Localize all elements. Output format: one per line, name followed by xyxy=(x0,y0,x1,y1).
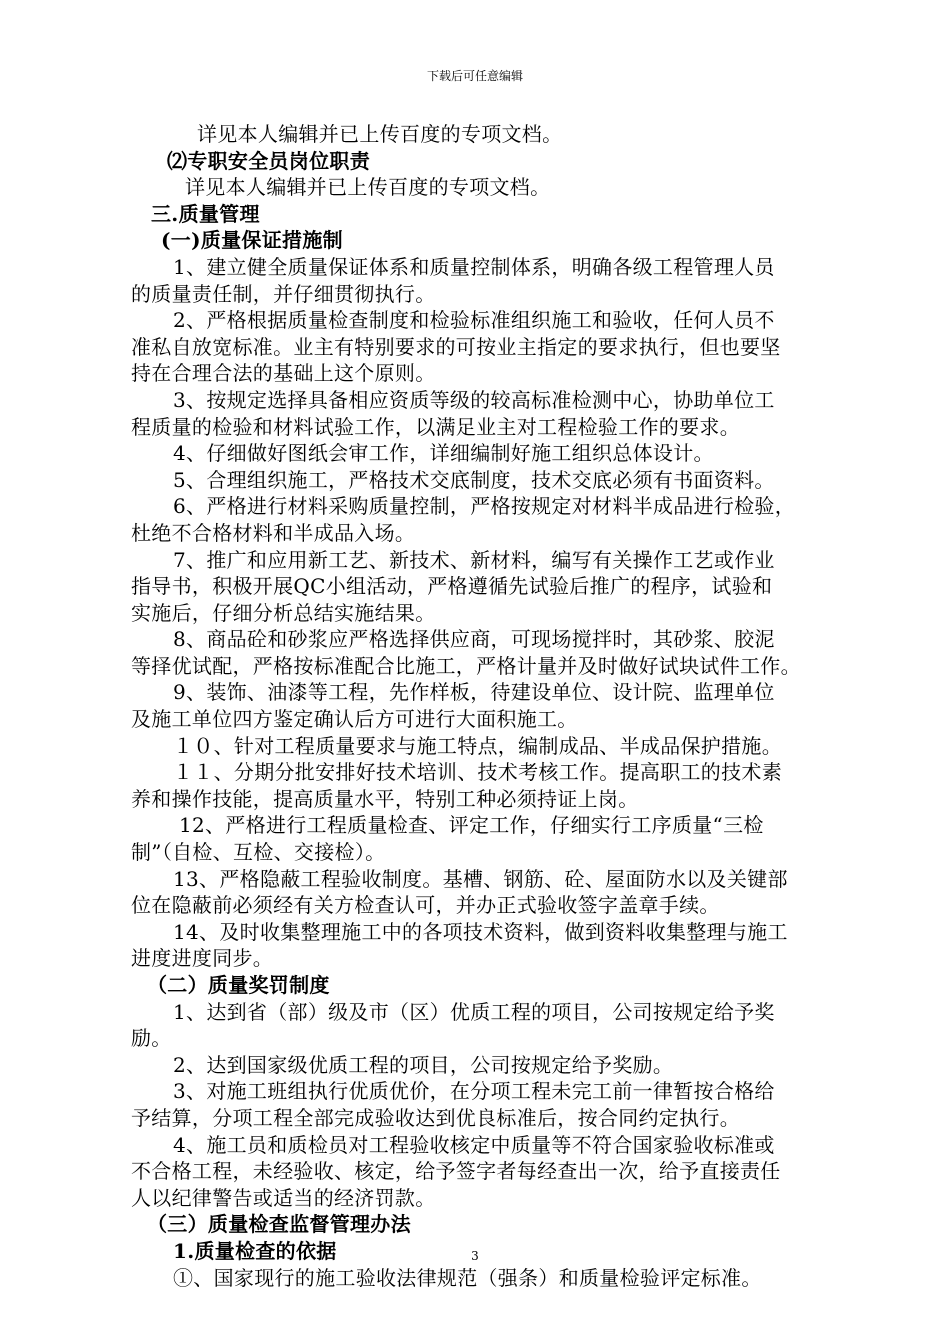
text-line: 指导书，积极开展QC小组活动，严格遵循先试验后推广的程序，试验和 xyxy=(131,574,773,599)
page-header: 下载后可任意编辑 xyxy=(426,69,523,83)
text-line: 8、商品砼和砂浆应严格选择供应商，可现场搅拌时，其砂浆、胶泥 xyxy=(173,627,775,652)
text-line: 9、装饰、油漆等工程，先作样板，待建设单位、设计院、监理单位 xyxy=(173,680,775,705)
text-line: 详见本人编辑并已上传百度的专项文档。 xyxy=(197,122,563,146)
text-line: 3、按规定选择具备相应资质等级的较高标准检测中心，协助单位工 xyxy=(173,387,775,412)
text-line: 励。 xyxy=(131,1026,172,1051)
section-heading: 三.质量管理 xyxy=(151,201,260,226)
text-line: １０、针对工程质量要求与施工特点，编制成品、半成品保护措施。 xyxy=(173,733,782,758)
text-line: ①、国家现行的施工验收法律规范（强条）和质量检验评定标准。 xyxy=(173,1265,762,1290)
text-line: 制”（自检、互检、交接检）。 xyxy=(131,840,386,865)
text-line: 杜绝不合格材料和半成品入场。 xyxy=(131,520,416,545)
page-number: 3 xyxy=(471,1249,479,1263)
text-line: 养和操作技能，提高质量水平，特别工种必须持证上岗。 xyxy=(131,786,639,811)
text-line: 14、及时收集整理施工中的各项技术资料，做到资料收集整理与施工 xyxy=(173,919,788,944)
text-line: 程质量的检验和材料试验工作，以满足业主对工程检验工作的要求。 xyxy=(131,414,740,439)
section-heading: （三）质量检查监督管理办法 xyxy=(147,1212,411,1237)
text-line: 4、施工员和质检员对工程验收核定中质量等不符合国家验收标准或 xyxy=(173,1132,775,1157)
text-line: 等择优试配，严格按标准配合比施工，严格计量并及时做好试块试件工作。 xyxy=(131,653,801,678)
text-line: 的质量责任制，并仔细贯彻执行。 xyxy=(131,281,436,306)
text-line: 13、严格隐蔽工程验收制度。基槽、钢筋、砼、屋面防水以及关键部 xyxy=(173,866,788,891)
text-line: 5、合理组织施工，严格技术交底制度，技术交底必须有书面资料。 xyxy=(173,467,775,492)
section-heading: ⑵专职安全员岗位职责 xyxy=(167,148,370,173)
text-line: 实施后，仔细分析总结实施结果。 xyxy=(131,600,436,625)
text-line: 进度进度同步。 xyxy=(131,946,274,971)
text-line: 7、推广和应用新工艺、新技术、新材料，编写有关操作工艺或作业 xyxy=(173,547,775,572)
text-line: 不合格工程，未经验收、核定，给予签字者每经查出一次，给予直接责任 xyxy=(131,1159,781,1184)
text-line: 予结算，分项工程全部完成验收达到优良标准后，按合同约定执行。 xyxy=(131,1105,740,1130)
text-line: 3、对施工班组执行优质优价，在分项工程未完工前一律暂按合格给 xyxy=(173,1079,775,1104)
text-line: 1、建立健全质量保证体系和质量控制体系，明确各级工程管理人员 xyxy=(173,254,775,279)
text-line: 位在隐蔽前必须经有关方检查认可，并办正式验收签字盖章手续。 xyxy=(131,893,720,918)
text-line: 12、严格进行工程质量检查、评定工作，仔细实行工序质量“三检 xyxy=(179,813,764,838)
text-line: 2、达到国家级优质工程的项目，公司按规定给予奖励。 xyxy=(173,1052,674,1077)
text-line: 2、严格根据质量检查制度和检验标准组织施工和验收，任何人员不 xyxy=(173,308,775,333)
text-line: 6、严格进行材料采购质量控制，严格按规定对材料半成品进行检验， xyxy=(173,494,796,519)
section-heading: (一)质量保证措施制 xyxy=(161,228,343,253)
text-line: 人以纪律警告或适当的经济罚款。 xyxy=(131,1185,436,1210)
text-line: 详见本人编辑并已上传百度的专项文档。 xyxy=(185,175,551,200)
section-heading: 1.质量检查的依据 xyxy=(173,1238,337,1263)
text-line: １１、分期分批安排好技术培训、技术考核工作。提高职工的技术素 xyxy=(173,760,782,785)
text-line: 准私自放宽标准。业主有特别要求的可按业主指定的要求执行，但也要坚 xyxy=(131,334,781,359)
text-line: 1、达到省（部）级及市（区）优质工程的项目，公司按规定给予奖 xyxy=(173,999,775,1024)
text-line: 及施工单位四方鉴定确认后方可进行大面积施工。 xyxy=(131,707,578,732)
text-line: 4、仔细做好图纸会审工作，详细编制好施工组织总体设计。 xyxy=(173,441,714,466)
text-line: 持在合理合法的基础上这个原则。 xyxy=(131,361,436,386)
section-heading: （二）质量奖罚制度 xyxy=(147,973,330,997)
document-body xyxy=(131,121,849,1291)
